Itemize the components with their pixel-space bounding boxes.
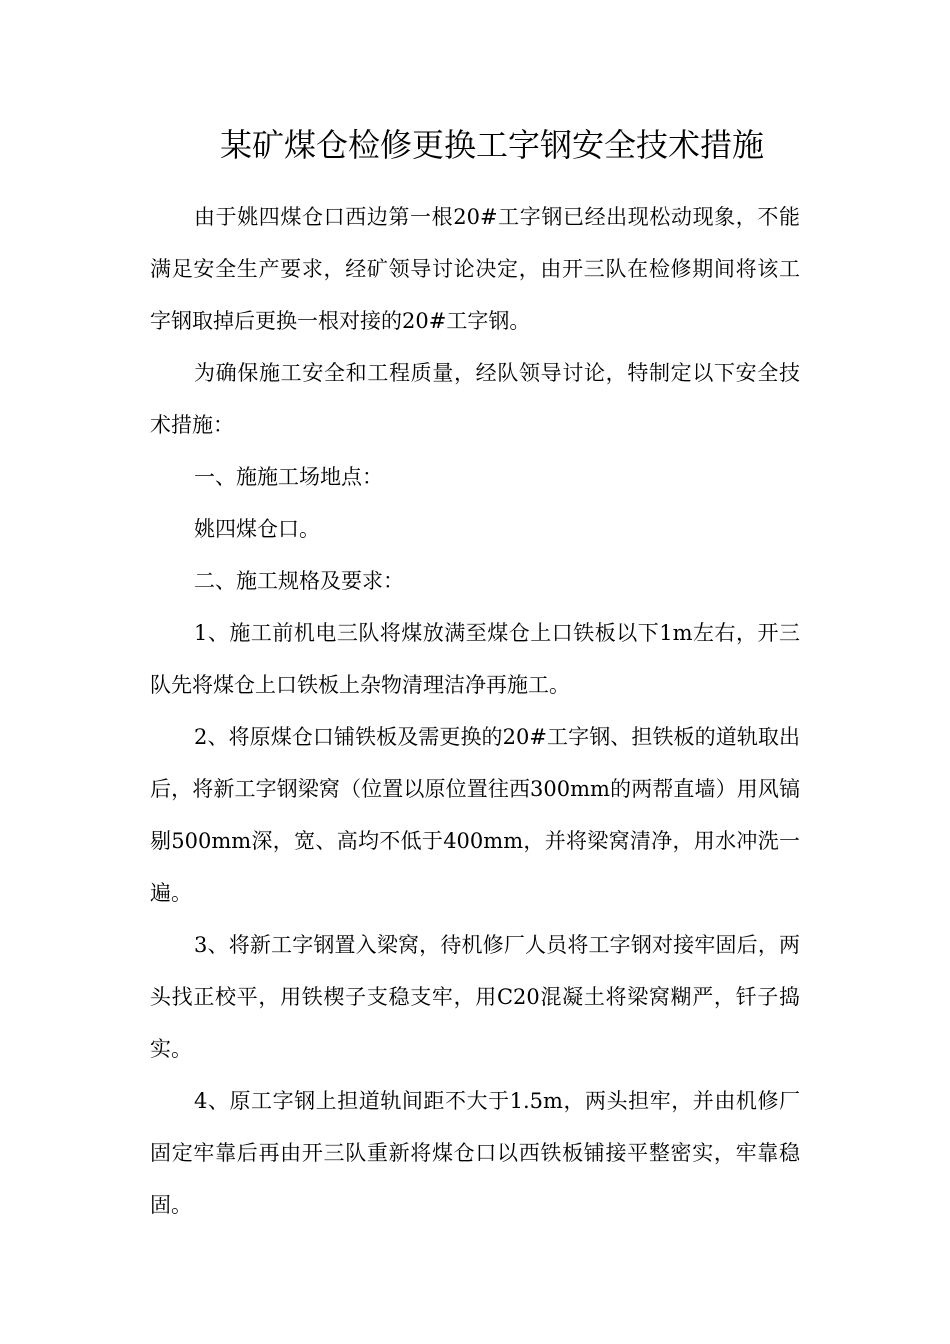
section-heading-requirements: 二、施工规格及要求： xyxy=(194,569,404,593)
paragraph-location: 姚四煤仓口。 xyxy=(194,517,320,541)
requirement-item-2: 2、将原煤仓口铺铁板及需更换的20#工字钢、担铁板的道轨取出后，将新工字钢梁窝（位置以原位置往西300mm的两帮直墙）用风镐剔500mm深，宽、高均不低于400mm，并将梁窝清净，用水冲洗一遍。 xyxy=(150,725,800,905)
requirement-item-3: 3、将新工字钢置入梁窝，待机修厂人员将工字钢对接牢固后，两头找正校平，用铁楔子支稳支牢，用C20混凝土将梁窝糊严，钎子捣实。 xyxy=(150,933,800,1061)
section-heading-location: 一、施施工场地点： xyxy=(194,465,383,489)
requirement-item-4: 4、原工字钢上担道轨间距不大于1.5m，两头担牢，并由机修厂固定牢靠后再由开三队重新将煤仓口以西铁板铺接平整密实，牢靠稳固。 xyxy=(150,1089,800,1217)
document-body xyxy=(150,191,800,1231)
paragraph-background: 由于姚四煤仓口西边第一根20#工字钢已经出现松动现象，不能满足安全生产要求，经矿领导讨论决定，由开三队在检修期间将该工字钢取掉后更换一根对接的20#工字钢。 xyxy=(150,205,800,333)
requirement-item-1: 1、施工前机电三队将煤放满至煤仓上口铁板以下1m左右，开三队先将煤仓上口铁板上杂物清理洁净再施工。 xyxy=(150,621,800,697)
document-title: 某矿煤仓检修更换工字钢安全技术措施 xyxy=(220,126,765,164)
paragraph-purpose: 为确保施工安全和工程质量，经队领导讨论，特制定以下安全技术措施： xyxy=(150,361,800,437)
